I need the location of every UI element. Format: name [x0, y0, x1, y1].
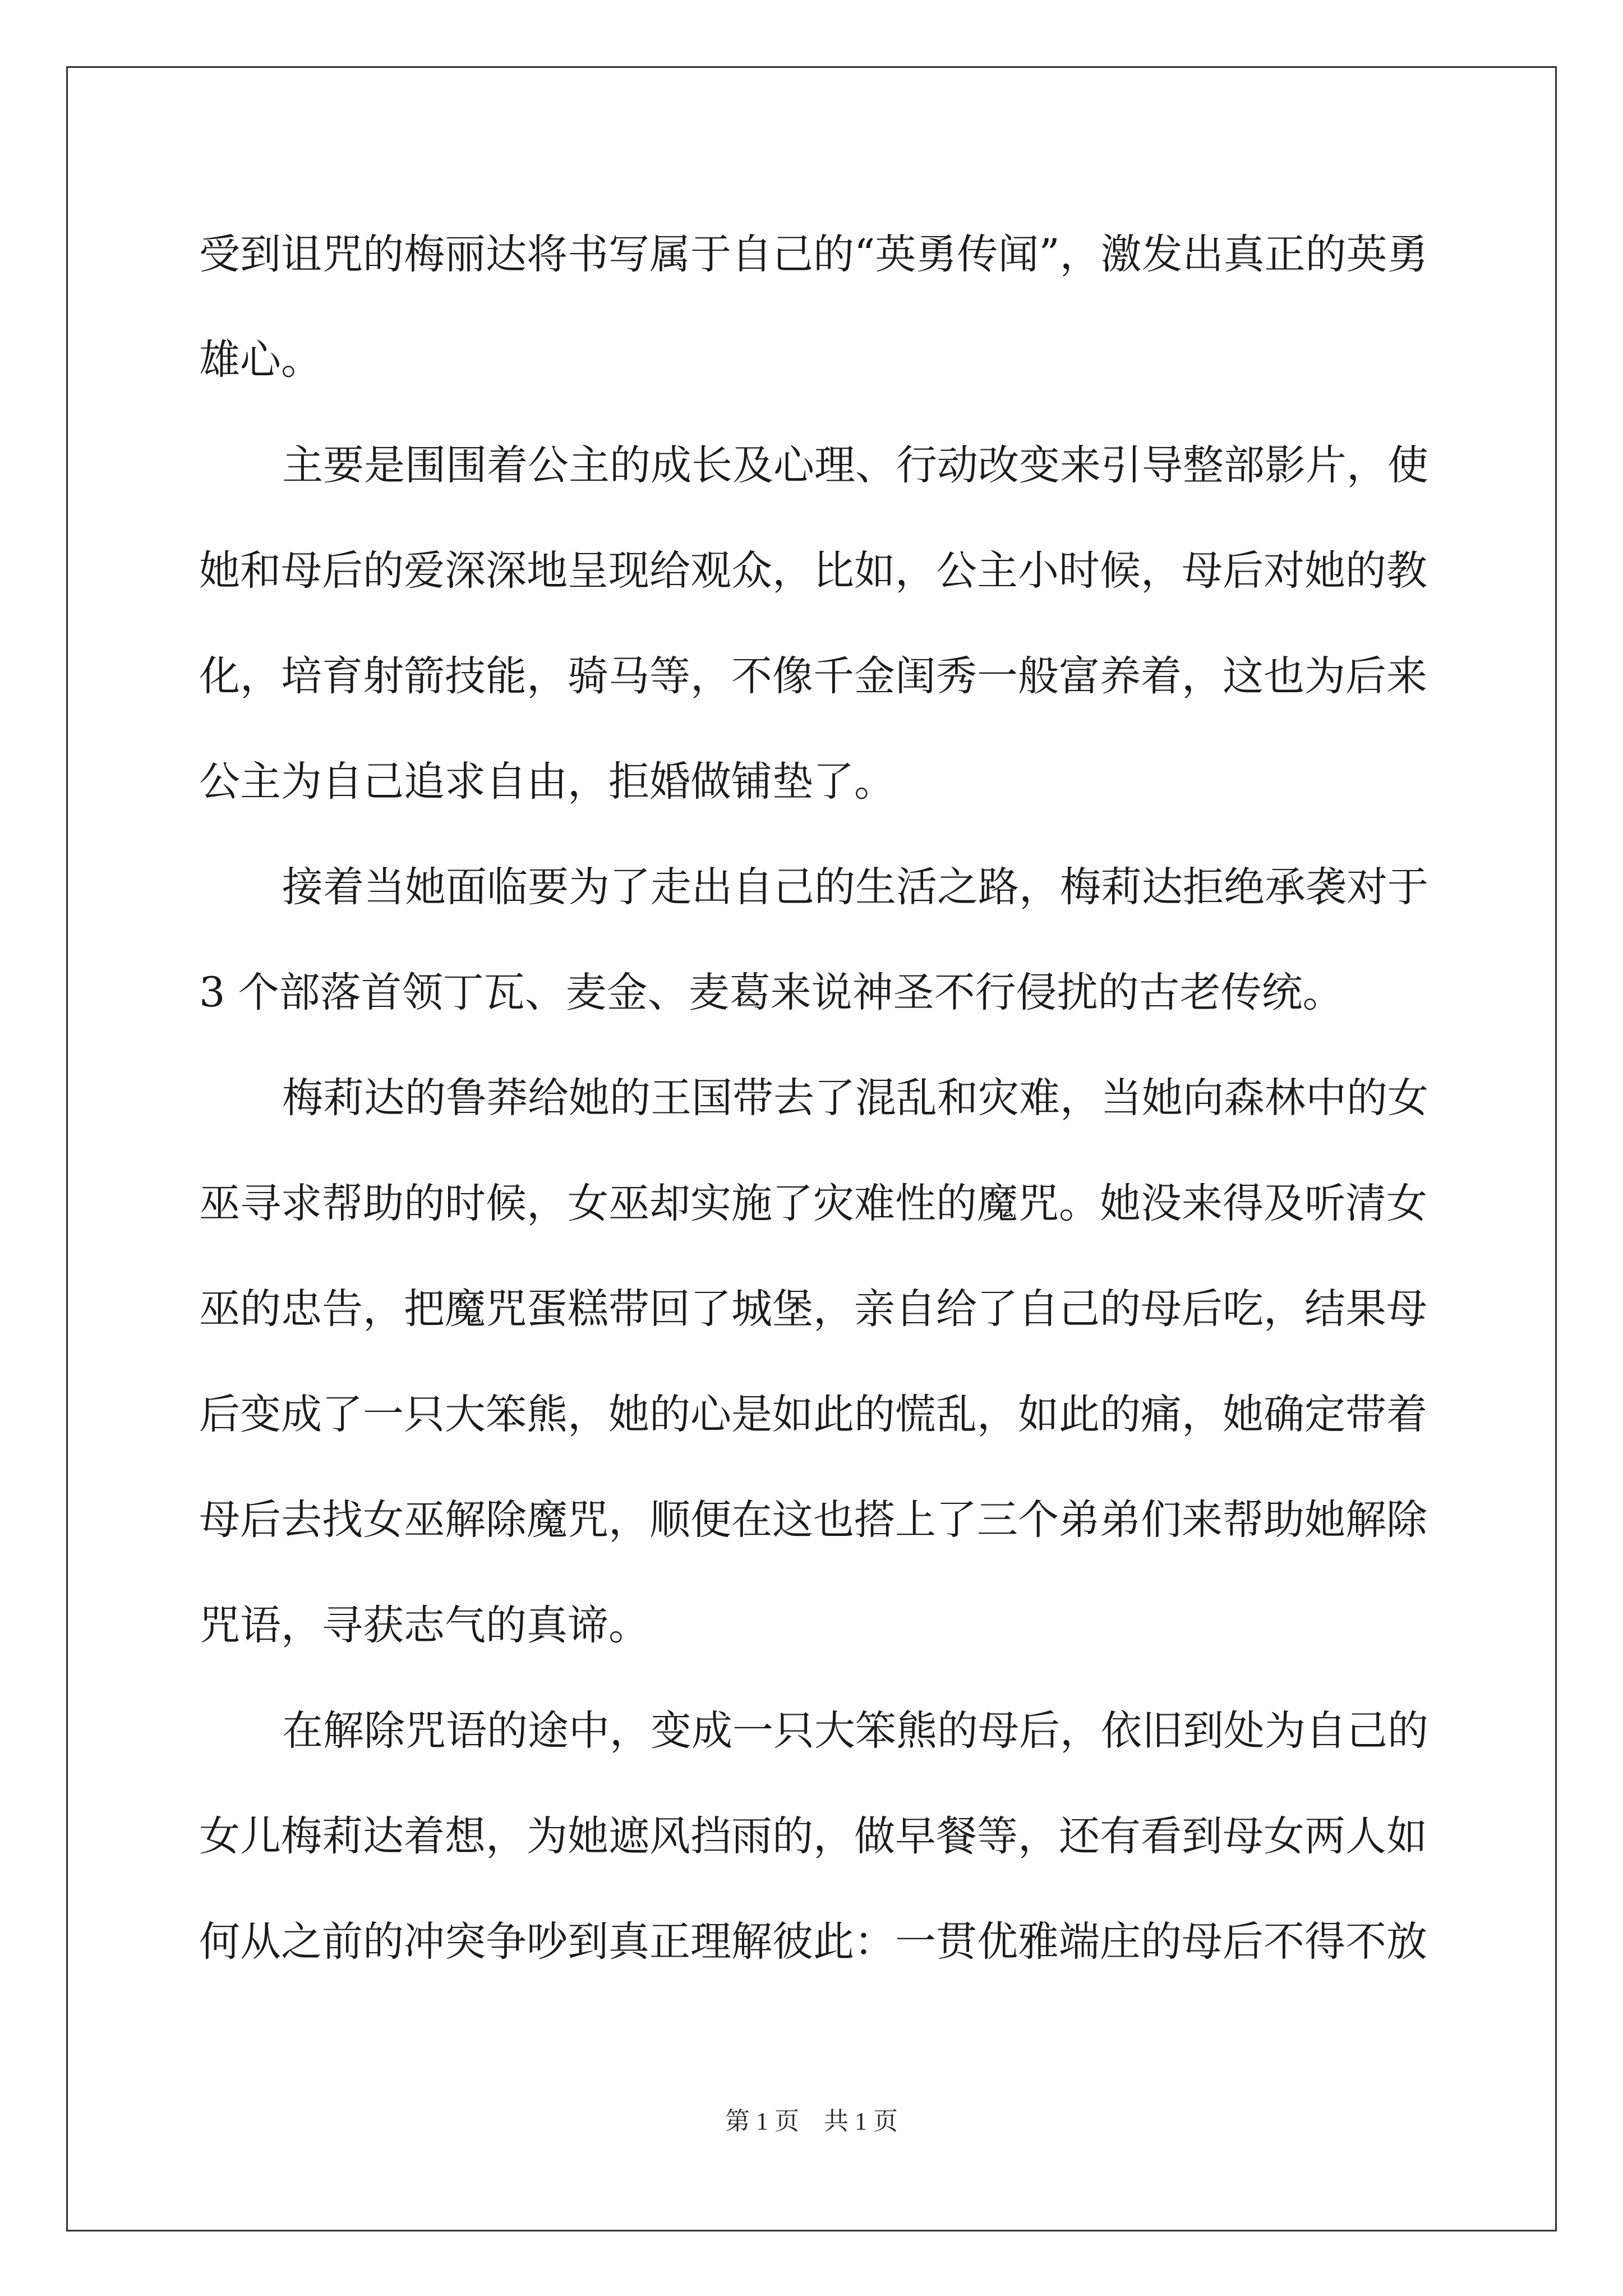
text-line: 她和母后的爱深深地呈现给观众，比如，公主小时候，母后对她的教: [199, 547, 1427, 595]
paragraph-start-line: 梅莉达的鲁莽给她的王国带去了混乱和灾难，当她向森林中的女: [282, 1074, 1428, 1122]
paragraph-start-line: 接着当她面临要为了走出自己的生活之路，梅莉达拒绝承袭对于: [282, 863, 1428, 911]
document-body: [199, 202, 1427, 1995]
paragraph-start-line: 主要是围围着公主的成长及心理、行动改变来引导整部影片，使: [282, 441, 1428, 489]
text-line: 巫寻求帮助的时候，女巫却实施了灾难性的魔咒。她没来得及听清女: [199, 1180, 1427, 1227]
text-line: 咒语，寻获志气的真谛。: [199, 1602, 649, 1649]
text-line: 巫的忠告，把魔咒蛋糕带回了城堡，亲自给了自己的母后吃，结果母: [199, 1285, 1427, 1333]
text-line: 雄心。: [199, 336, 322, 384]
text-line: 受到诅咒的梅丽达将书写属于自己的“英勇传闻”，激发出真正的英勇: [199, 231, 1428, 278]
text-line: 3 个部落首领丁瓦、麦金、麦葛来说神圣不行侵扰的古老传统。: [199, 969, 1344, 1016]
text-line: 后变成了一只大笨熊，她的心是如此的慌乱，如此的痛，她确定带着: [199, 1391, 1427, 1438]
paragraph-start-line: 在解除咒语的途中，变成一只大笨熊的母后，依旧到处为自己的: [282, 1707, 1428, 1755]
text-line: 何从之前的冲突争吵到真正理解彼此：一贯优雅端庄的母后不得不放: [199, 1918, 1427, 1966]
text-line: 女儿梅莉达着想，为她遮风挡雨的，做早餐等，还有看到母女两人如: [199, 1812, 1427, 1860]
text-line: 化，培育射箭技能，骑马等，不像千金闺秀一般富养着，这也为后来: [199, 652, 1427, 700]
page-footer: 第 1 页 共 1 页: [725, 2108, 898, 2135]
text-line: 母后去找女巫解除魔咒，顺便在这也搭上了三个弟弟们来帮助她解除: [199, 1496, 1427, 1544]
text-line: 公主为自己追求自由，拒婚做铺垫了。: [199, 758, 895, 806]
